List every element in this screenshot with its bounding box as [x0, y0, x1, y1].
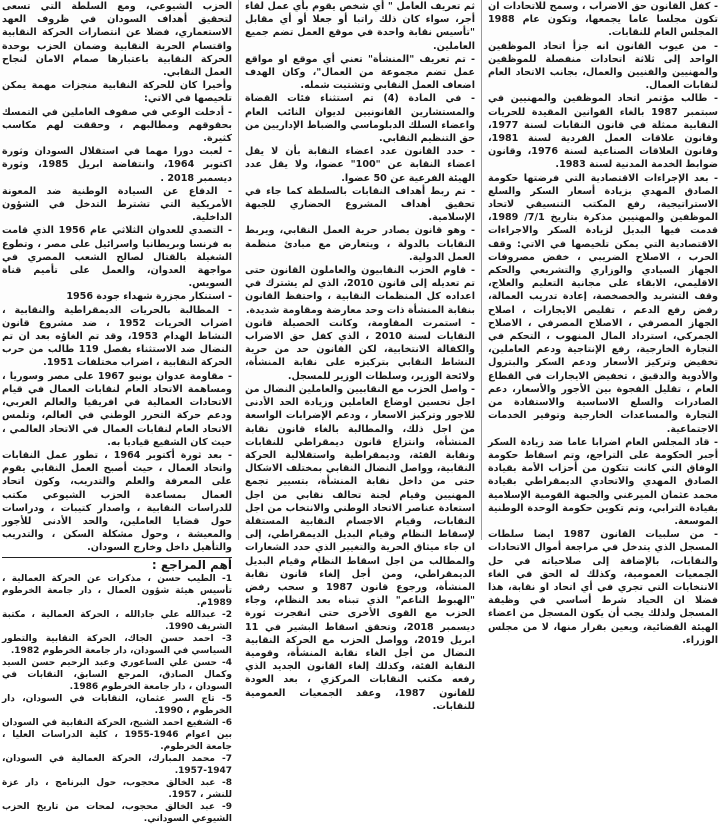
paragraph: - حدد القانون عدد اعضاء النقابة بأن لا يقل اعضاء النقابة عن "100" عضوا، ولا يقل عدد الهيئة الفرعية عن 50 عضوا. [245, 146, 476, 184]
column-divider [238, 0, 239, 540]
paragraph: - من سلبيات القانون 1987 ايضا سلطات المسجل الذي يتدخل في مراجعة أموال الاتحادات والنقابات، بالإضافة إلى صلاحياته في حل الجمعيات العمومية، وكذلك له الحق في الغاء الانتخابات التي تجري في أي اتحاد او نقابة، هذا فضلا ان الحياد شرط أساسي في وظيفة المسجل ولذلك يجب أن يكون المسجل من اعضاء الهيئة القضائية، ويعين بقرار منها، لا من مجلس الوزراء. [488, 529, 718, 646]
reference-item: 9- عبد الخالق محجوب، لمحات من تاريخ الحزب الشيوعي السوداني. [2, 801, 232, 824]
paragraph: - وهو قانون يصادر حرية العمل النقابي، ويربط النقابات بالدولة ، ويتعارض مع مبادئ منظمة العمل الدولية. [245, 225, 475, 263]
paragraph: - تم تعريف "المنشأة" تعني أي موقع او مواقع عمل تضم مجموعة من العمال"، وكان الهدف اضعاف العمل النقابي وتشتيت شمله. [245, 53, 475, 92]
paragraph: - لعبت دورا مهما في استقلال السودان وثورة اكتوبر 1964، وانتفاضة ابريل 1985، وثورة ديسمبر 2018 . [2, 146, 232, 184]
reference-item: 5- تاج السر عثمان، النقابات في السودان، دار الخرطوم ، 1990. [2, 693, 232, 716]
paragraph: - المطالبة بالحريات الديمقراطية والنقابية ، اضراب الحريات 1952 ، ضد مشروع قانون النشاط الهدام 1953، وقد تم الغاؤه بعد ان تم النضال ضد الاستثناء بفصل 119 طالب من حرب الحركة النقابية ، اضراب مختلفات 1951. [2, 304, 233, 369]
paragraph: - استمرت المقاومة، وكانت الحصيلة قانون النقابات لسنة 2010 ، الذي كفل حق الاضراب والكفالة الانتخابية، لكن القانون حد من حرية النشاط النقابي بتركيزه على نقابة المنشأة، ولائحة الوزير، وسلطات الوزير للمسجل. [245, 317, 475, 382]
paragraph: وأخيرا كان للحركة النقابية منجزات مهمة يمكن تلخيصها في الاتي: [2, 80, 232, 105]
paragraph: - مقاومة عدوان يونيو 1967 على مصر وسوريا ، ومساهمة الاتحاد العام لنقابات العمال في قيام الاتحادات العمالية في افريقيا والعالم العربي، ودعم حركة التحرر الوطني في العالم، وتلمس الاتحاد العام لنقابات العمال في الاتحاد العالمي ، حيث كان الشفيع قياديا به. [2, 370, 232, 448]
paragraph: - بعد ثورة أكتوبر 1964 ، تطور عمل النقابات واتحاد العمال ، حيث أصبح العمل النقابي يقوم على المعرفة والعلم والتدريب، وكون اتحاد العمال بمساعدة الحزب الشيوعي مكتب للدراسات النقابية ، واصدار كتيبات ، ودراسات حول قضايا العاملين، والحد الأدنى للأجور والمعيشة ، وحول مشكلة السكن ، والتدريب والتأهيل داخل وخارج السودان. [2, 449, 233, 554]
reference-item: 4- حسن علي الساعوري وعبد الرحيم حسن السيد وكمال الصادق، المرجع السابق، النقابات في السودان ، دار جامعة الخرطوم 1986. [2, 657, 232, 692]
paragraph: - طالب مؤتمر اتحاد الموظفين والمهنيين في سبتمبر 1987 بالغاء القوانين المقيدة للحريات النقابية ممثلة في قانون النقابات لسنة 1977، وقانون علاقات العمل الفردية لسنة 1981، وقانون العلاقات الصناعية لسنة 1976، وقانون ضوابط الخدمة المدنية لسنة 1983. [488, 93, 718, 171]
paragraph: - من عيوب القانون انه جزأ اتحاد الموظفين الواحد إلى ثلاثة اتحادات منفصلة للموظفين والمهنيين والفنيين والعمال، بجانب الاتحاد العام لنقابات العمال. [488, 40, 718, 92]
paragraph: ثم تعريف العامل " أي شخص يقوم بأي عمل لقاء أجر، سواء كان ذلك راتبا أو جعلا أو أي مقابل "تأسيس نقابة واحدة في موقع العمل تضم جميع العاملين. [245, 1, 475, 52]
paragraph: - قاد المجلس العام اضرابا عاما ضد زيادة السكر أجبر الحكومة على التراجع، وتم اسقاط حكومة الوفاق التي كانت تتكون من أحزاب الأمة بقيادة الصادق المهدي والاتحادي الديمقراطي بقيادة محمد عثمان الميرغني والجبهة القومية الإسلامية بقيادة الترابي، وتم تكوين حكومة الوحدة الوطنية الموسعة. [488, 436, 718, 527]
paragraph: - استنكار مجزرة شهداء جودة 1956 [66, 291, 232, 303]
reference-item: 8- عبد الخالق محجوب، حول البرنامج ، دار عزة للنشر ، 1957. [2, 777, 232, 800]
paragraph: - بعد الإجراءات الاقتصادية التي فرضتها حكومة الصادق المهدي بزيادة أسعار السكر والسلع الاستراتيجية، رفع المكتب التنسيقي لاتحاد الموظفين والمهنيين مذكرة بتاريخ 7/1/ 1989، قدمت فيها البديل لزيادة السكر والاجراءات الاقتصادية التي يمكن تلخيصها في الاتي: وقف الحرب ، الاصلاح الضريبي ، خفض مصروفات الجهاز السيادي والوزاري والتشريعي والحكم الاقليمي، الابقاء على مجانية التعليم والعلاج، وقف التشريد والخصخصة، إعادة تدريب العمالة، رفض رفع الدعم ، تقليص الايجارات ، اصلاح الجهاز المصرفي ، الاصلاح المصرفي ، الاصلاح الجمركي، استرداد المال المنهوب ، التحكم في التجارة الخارجية، رفع الإنتاجية ودعم العاملين، تخفيض وتركيز الأسعار ودعم السكر والبترول والأدوية والدقيق ، تخفيض الايجارات في القطاع العام ، تقليل الفجوة بين الأجور والأسعار، دعم الصادرات والسلع الاساسية والاستفادة من التجارة والمساعدات الخارجية وتوفير الخدمات الاجتماعية. [488, 172, 718, 435]
article-column-left [2, 0, 233, 824]
reference-item: 6- الشفيع احمد الشيخ، الحركة النقابية في السودان بين اعوام 1946-1955 ، كلية الدراسات العليا ، جامعة الخرطوم. [2, 717, 232, 752]
paragraph: الحزب الشيوعي، ومع السلطة التي تسعى لتحقيق أهداف السودان في ظروف العهد الاستعماري، فضلا عن انتصارات الحركة النقابية واقتسام الحرية النقابية وضمان الحزب بوحدة الحركة النقابية باعتبارها صمام الامان لنجاح العمل النقابي. [2, 1, 232, 79]
reference-item: 7- محمد المبارك، الحركة العمالية في السودان، 1947-1957. [2, 753, 232, 776]
reference-item: 3- احمد حسن الجاك، الحركة النقابية والتطور السياسي في السودان، دار جامعة الخرطوم 1982. [2, 633, 232, 656]
article-column-middle [245, 0, 476, 712]
paragraph: - واصل الحزب مع النقابيين والعاملين النضال من اجل تحسين اوضاع العاملين وزيادة الحد الأدنى للاجور وتركيز الاسعار ، ودعم الإضرابات الواسعة من اجل ذلك، والمطالبة بالغاء قانون نقابة المنشأة، وانتزاع قانون ديمقراطي للنقابات ونقابة الفئة، وديمقراطية واستقلالية الحركة النقابية، وواصل النضال النقابي بمختلف الاشكال حتى من داخل نقابة المنشأة، بتسيير تجمع المهنيين وقيام لجنة تحالف نقابي من اجل استعادة عناصر الاتحاد الوطني والانتخاب من اجل النقابات، وقيام الاجسام النقابية المستقلة لإسقاط النظام وقيام البديل الديمقراطي، إلى ان جاء ميثاق الحرية والتغيير الذي حدد الشعارات والمطالب من اجل اسقاط النظام وقيام البديل الديمقراطي، ومن أجل إلغاء قانون نقابة المنشأة، ورجوع قانون 1987 و سحب رفض "الهبوط الناعم" الذي تبناه بعد النظام، وجاء الحزب مع القوى الأخرى حتى انفجرت ثورة ديسمبر 2018، وتحقق اسقاط البشير في 11 ابريل 2019، وواصل الحزب مع الحركة النقابية النضال من أجل الغاء نقابة المنشأة، وقومية النقابة الفئة، وكذلك إلغاء القانون الجديد الذي رفعه مكتب النقابات المركزي ، بعد العودة للقانون 1987، وعقد الجمعيات العمومية للنقابات. [245, 383, 475, 712]
article-columns [2, 0, 718, 824]
paragraph: - كفل القانون حق الاضراب ، وسمح للاتحادات ان تكون مجلسا عاما يجمعها، وتكون عام 1988 المجلس العام للنقابات. [488, 1, 718, 39]
paragraph: - التصدي للعدوان الثلاثي عام 1956 الذي قامت به فرنسا وبريطانيا واسرائيل على مصر ، وتطوع الشغيلة بالقتال لصالح الشعب المصري في مواجهة العدوان، والعمل على تأميم قناة السويس. [2, 225, 232, 290]
reference-item: 1- الطيب حسن ، مذكرات عن الحركة العمالية ، تأسيس هيئة شؤون العمال ، دار جامعة الخرطوم 1989م. [2, 573, 232, 608]
paragraph: - أدخلت الوعي في صفوف العاملين في التمسك بحقوقهم ومطالبهم ، وحققت لهم مكاسب كثيرة. [2, 106, 232, 145]
paragraph: - الدفاع عن السيادة الوطنية ضد المعونة الأمريكية التي تشترط التدخل في الشؤون الداخلية. [2, 185, 232, 224]
paragraph: - في المادة (4) تم استثناء فئات القضاة والمستشارين القانونيين لديوان النائب العام واعضاء السلك الدبلوماسي والضباط الإداريين من حق التنظيم النقابي. [245, 93, 475, 145]
references-heading: أهم المراجع : [2, 557, 232, 572]
paragraph: - تم ربط أهداف النقابات بالسلطة كما جاء في تحقيق أهداف المشروع الحضاري للجبهة الإسلامية. [245, 185, 475, 224]
reference-item: 2- عبدالله علي جادالله ، الحركة العمالية ، مكتبة الشريف 1990. [2, 609, 232, 632]
column-divider [481, 0, 482, 540]
article-column-right [488, 0, 718, 646]
paragraph: - قاوم الحزب النقابيون والعاملون القانون حتى تم تعديله إلى قانون 2010، الذي لم يشترك في اعداده كل المنظمات النقابية ، واحتفظ القانون بنقابة المنشأة ذات وحد معارضة ومقاومة شديدة. [245, 265, 476, 316]
